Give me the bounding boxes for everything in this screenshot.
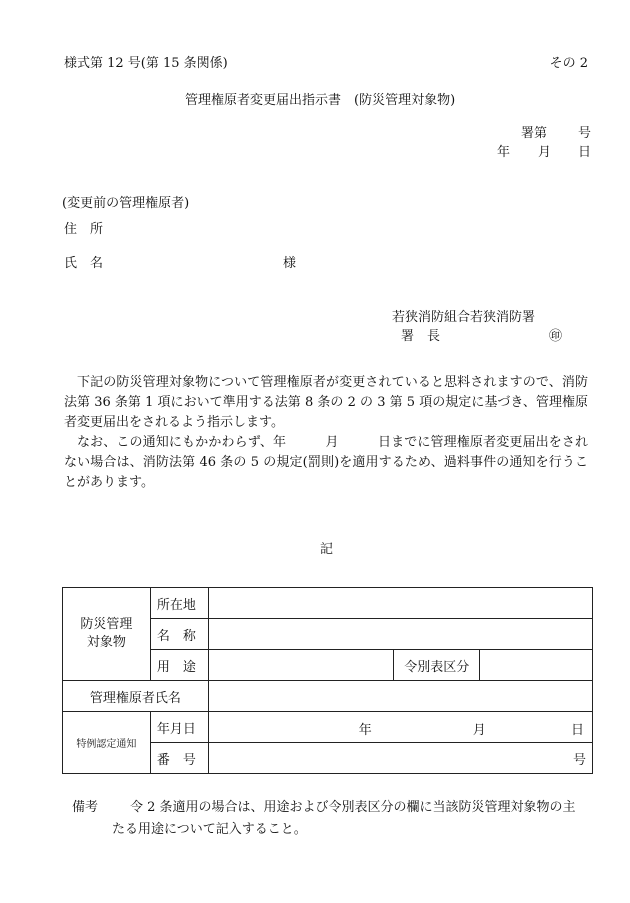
owner-name-field[interactable]: [208, 681, 592, 712]
location-field[interactable]: [208, 588, 592, 619]
seal-mark: ㊞: [549, 329, 563, 344]
location-label: 所在地: [150, 588, 208, 619]
table-row-owner: [63, 681, 593, 712]
special-notice-label: 特例認定通知: [63, 712, 151, 774]
name-label: 氏 名: [64, 256, 104, 271]
body-paragraph-1: 下記の防災管理対象物について管理権原者が変更されていると思料されますので、消防法第 36 条第 1 項において準用する法第 8 条の 2 の 3 第 5 項の規定に基づき、管理権原者変更届出をされるよう指示します。: [64, 375, 588, 430]
notice-date-label: 年月日: [150, 712, 208, 743]
table-row-location: [63, 588, 593, 619]
object-label-line1: 防災管理: [80, 617, 133, 632]
ki-heading: 記: [320, 542, 334, 557]
object-label-cell: [63, 588, 151, 681]
object-label-line2: 対象物: [86, 635, 126, 650]
form-number: 様式第 12 号(第 15 条関係): [64, 56, 228, 71]
use-label: 用 途: [150, 650, 208, 681]
annex-class-label: 令別表区分: [394, 650, 480, 681]
body-paragraph-2: なお、この通知にもかかわらず、年 月 日までに管理権原者変更届出をされない場合は、消防法第 46 条の 5 の規定(罰則)を適用するため、過料事件の通知を行うことがあります。: [64, 435, 588, 490]
honorific: 様: [283, 256, 297, 271]
owner-name-label: 管理権原者氏名: [63, 681, 209, 712]
annex-class-field[interactable]: [480, 650, 593, 681]
remarks-line-2: たる用途について記入すること。: [112, 822, 307, 837]
notice-month: 月: [472, 723, 486, 738]
date-month: 月: [538, 145, 552, 160]
notice-year: 年: [358, 723, 372, 738]
date-day: 日: [578, 145, 592, 160]
notice-date-field[interactable]: [208, 712, 592, 743]
object-name-field[interactable]: [208, 619, 592, 650]
body-text: [64, 373, 588, 493]
ref-number-prefix: 署第: [521, 126, 548, 141]
document-title: 管理権原者変更届出指示書 (防災管理対象物): [185, 93, 456, 108]
name-field-label: 名 称: [150, 619, 208, 650]
notice-number-field[interactable]: [208, 743, 592, 774]
issuer-organization: 若狭消防組合若狭消防署: [392, 310, 536, 325]
notice-day: 日: [570, 723, 584, 738]
notice-number-suffix: 号: [572, 752, 586, 768]
remarks-line-1: 令 2 条適用の場合は、用途および令別表区分の欄に当該防災管理対象物の主: [130, 800, 576, 815]
form-part: その 2: [549, 56, 588, 71]
issuer-title: 署 長: [401, 329, 441, 344]
remarks-label: 備考: [72, 800, 99, 815]
notice-number-label: 番 号: [150, 743, 208, 774]
details-table: [62, 587, 593, 774]
date-year: 年: [497, 145, 511, 160]
use-field[interactable]: [208, 650, 394, 681]
address-label: 住 所: [64, 222, 104, 237]
recipient-section-label: (変更前の管理権原者): [62, 196, 190, 211]
ref-number-suffix: 号: [578, 126, 592, 141]
table-row-notice-date: [63, 712, 593, 743]
